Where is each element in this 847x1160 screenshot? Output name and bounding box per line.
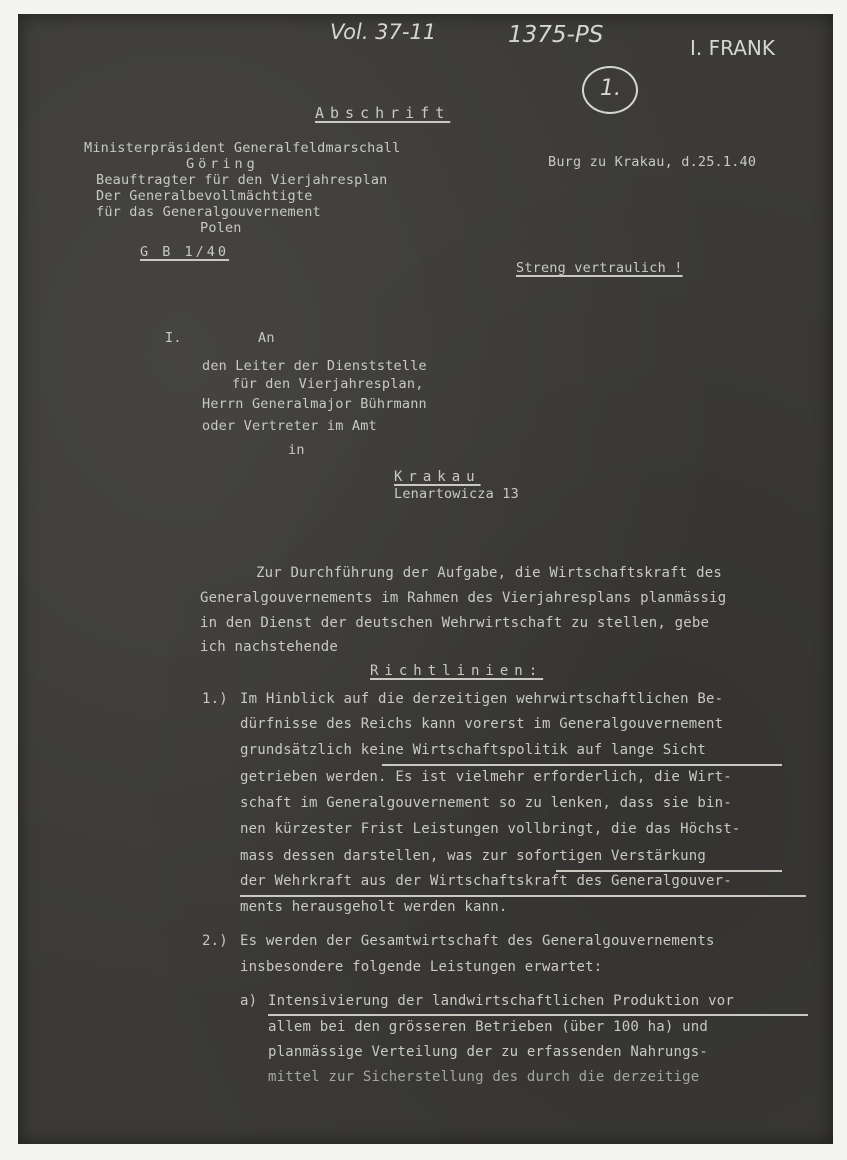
address-line: für den Vierjahresplan, <box>232 376 424 392</box>
classification-note: Streng vertraulich ! <box>516 260 683 276</box>
underline-keine-wirtschaftspolitik <box>382 764 782 766</box>
guidelines-heading: Richtlinien: <box>370 663 544 679</box>
address-city: Krakau <box>394 469 481 485</box>
sender-line: für das Generalgouvernement <box>96 204 321 220</box>
point1-line: schaft im Generalgouvernement so zu lenken, dass sie bin- <box>240 795 732 811</box>
point1-line: nen kürzester Frist Leistungen vollbringt, die das Höchst- <box>240 821 741 837</box>
sender-line: Beauftragter für den Vierjahresplan <box>96 172 388 188</box>
address-line: in <box>288 442 305 458</box>
subpoint-a-line: planmässige Verteilung der zu erfassenden Nahrungs- <box>268 1044 709 1060</box>
intro-line: ich nachstehende <box>200 639 339 655</box>
intro-line: Generalgouvernements im Rahmen des Vierjahresplans planmässig <box>200 590 727 606</box>
subpoint-a-line: Intensivierung der landwirtschaftlichen Produktion vor <box>268 993 734 1009</box>
point-number: 2.) <box>202 933 228 949</box>
address-line: Herrn Generalmajor Bührmann <box>202 396 427 412</box>
underline-wehrkraft <box>240 895 806 897</box>
address-line: den Leiter der Dienststelle <box>202 358 427 374</box>
handwritten-defendant-name: I. FRANK <box>690 36 775 60</box>
point2-line: Es werden der Gesamtwirtschaft des Generalgouvernements <box>240 933 715 949</box>
address-line: oder Vertreter im Amt <box>202 418 377 434</box>
point1-line: dürfnisse des Reichs kann vorerst im Generalgouvernement <box>240 716 724 732</box>
underline-sofortigen-verstaerkung <box>556 870 782 872</box>
sender-line: Polen <box>200 220 242 236</box>
point1-line: Im Hinblick auf die derzeitigen wehrwirtschaftlichen Be- <box>240 691 724 707</box>
point1-line: mass dessen darstellen, was zur sofortigen Verstärkung <box>240 848 706 864</box>
point1-line: grundsätzlich keine Wirtschaftspolitik auf lange Sicht <box>240 742 706 758</box>
subpoint-a-line: allem bei den grösseren Betrieben (über 100 ha) und <box>268 1019 709 1035</box>
place-and-date: Burg zu Krakau, d.25.1.40 <box>548 154 757 170</box>
subpoint-label: a) <box>240 993 258 1009</box>
address-street: Lenartowicza 13 <box>394 486 519 502</box>
point1-line: der Wehrkraft aus der Wirtschaftskraft des Generalgouver- <box>240 873 732 889</box>
section-number: I. <box>165 330 182 346</box>
file-number: G B 1/40 <box>140 244 230 260</box>
address-line: An <box>258 330 275 346</box>
underline-intensivierung <box>268 1014 808 1016</box>
subpoint-a-line: mittel zur Sicherstellung des durch die derzeitige <box>268 1069 700 1085</box>
intro-line: in den Dienst der deutschen Wehrwirtschaft zu stellen, gebe <box>200 615 710 631</box>
point2-line: insbesondere folgende Leistungen erwartet: <box>240 959 603 975</box>
point1-line: ments herausgeholt werden kann. <box>240 899 508 915</box>
circled-page-number: 1. <box>600 76 621 101</box>
handwritten-document-number: 1375-PS <box>508 22 604 48</box>
document-title: Abschrift <box>315 104 451 122</box>
sender-line: Ministerpräsident Generalfeldmarschall <box>84 140 401 156</box>
sender-line: Göring <box>186 156 259 172</box>
sender-line: Der Generalbevollmächtigte <box>96 188 313 204</box>
point1-line: getrieben werden. Es ist vielmehr erforderlich, die Wirt- <box>240 769 732 785</box>
intro-line: Zur Durchführung der Aufgabe, die Wirtschaftskraft des <box>256 565 722 581</box>
handwritten-volume-ref: Vol. 37-11 <box>330 20 437 44</box>
point-number: 1.) <box>202 691 228 707</box>
